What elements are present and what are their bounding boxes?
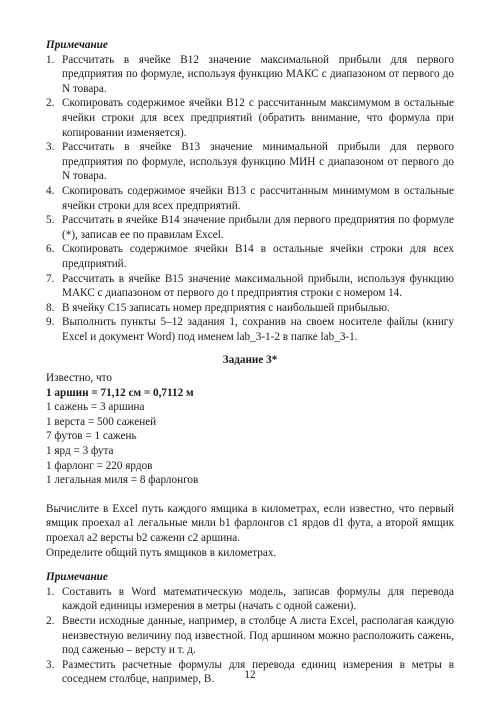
- problem-paragraph: Вычислите в Excel путь каждого ямщика в километрах, если известно, что первый ямщик проехал a1 легальные мили b1 фарлонгов c1 ярдов d1 фута, а второй ямщик проехал a2 версты b2 сажени c2 аршина.: [46, 502, 454, 544]
- note-heading: Примечание: [46, 571, 108, 584]
- fact-line: 1 легальная миля = 8 фарлонгов: [46, 474, 199, 487]
- note-heading: Примечание: [46, 39, 108, 51]
- list-item: 9. Выполнить пункты 5–12 задания 1, сохранив на своем носителе файлы (книгу Excel и документ Word) под именем lab_3-1-2 в папке lab_3-1.: [46, 316, 454, 343]
- list-item: 4. Скопировать содержимое ячейки B13 с рассчитанным минимумом в остальные ячейки строки для всех предприятий.: [46, 184, 454, 212]
- problem-paragraph: Определите общий путь ямщиков в километрах.: [46, 546, 277, 559]
- list-item: 2. Скопировать содержимое ячейки B12 с рассчитанным максимумом в остальные ячейки строки для всех предприятий (обратить внимание, что формула при копировании изменяется).: [46, 97, 454, 139]
- arshin-definition: 1 аршин = 71,12 см = 0,7112 м: [46, 386, 194, 399]
- page-number: 12: [244, 669, 256, 681]
- known-facts: [46, 371, 454, 488]
- fact-line: 1 верста = 500 саженей: [46, 415, 157, 428]
- fact-line: 1 сажень = 3 аршина: [46, 401, 145, 414]
- list-item: 8. В ячейку C15 записать номер предприятия с наибольшей прибылью.: [46, 301, 390, 314]
- list-item: 1. Рассчитать в ячейке B12 значение максимальной прибыли для первого предприятия по формуле, используя функцию МАКС с диапазоном от первого до N товара.: [46, 53, 454, 95]
- intro-text: Известно, что: [46, 372, 112, 385]
- task-title: Задание 3*: [222, 354, 278, 367]
- list-item: 2. Ввести исходные данные, например, в столбце A листа Excel, располагая каждую неизвестную величину под известной. Под аршином можно расположить сажень, под саженью – версту и т. д.: [46, 614, 454, 657]
- fact-line: 7 футов = 1 сажень: [46, 430, 137, 443]
- list-item: 3. Рассчитать в ячейке B13 значение минимальной прибыли для первого предприятия по формуле, используя функцию МИН с диапазоном от первого до N товара.: [46, 141, 454, 183]
- note-list: [46, 53, 454, 345]
- list-item: 5. Рассчитать в ячейке B14 значение прибыли для первого предприятия по формуле (*), записав ее по правилам Excel.: [46, 214, 454, 241]
- list-item: 6. Скопировать содержимое ячейки B14 в остальные ячейки строки для всех предприятий.: [46, 243, 454, 270]
- problem-statement: [46, 502, 454, 560]
- fact-line: 1 ярд = 3 фута: [46, 445, 114, 458]
- list-item: 1. Составить в Word математическую модель, записав формулы для перевода каждой единицы измерения в метры (начать с одной сажени).: [46, 585, 454, 613]
- list-item: 7. Рассчитать в ячейке B15 значение максимальной прибыли, используя функцию МАКС с диапазоном от первого до t предприятия строки с номером 14.: [46, 272, 454, 300]
- fact-line: 1 фарлонг = 220 ярдов: [46, 459, 153, 472]
- list-item: 3. Разместить расчетные формулы для перевода единиц измерения в метры в соседнем столбце, например, B.: [46, 658, 454, 686]
